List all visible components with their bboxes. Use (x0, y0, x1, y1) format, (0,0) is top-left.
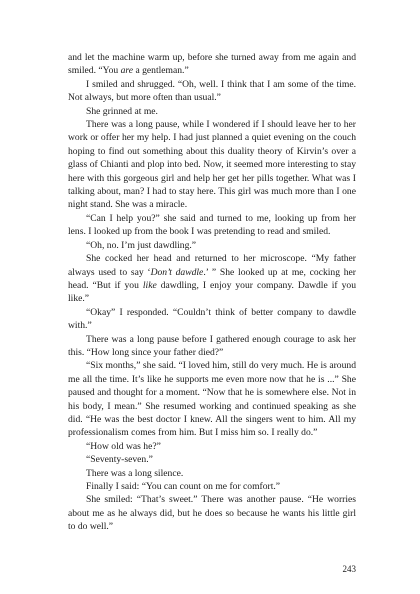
text-run: She cocked her head and returned to her microscope. “My father always used to say ‘ (68, 253, 356, 278)
paragraph (68, 51, 356, 78)
text-run: a gentleman.” (133, 65, 189, 77)
paragraph (68, 440, 356, 453)
text-run: “Oh, no. I’m just dawdling.” (86, 239, 197, 251)
paragraph (68, 467, 356, 480)
text-run: “Seventy-seven.” (86, 454, 153, 466)
paragraph (68, 453, 356, 466)
emphasis-text: like (142, 279, 157, 291)
emphasis-text: are (120, 65, 134, 77)
text-run: There was a long pause, while I wondered if I should leave her to her work or offer her my help. I had just planned a quiet evening on the couch hoping to find out something about this duality theory of Kirvin’s over a glass of Chianti and plop into bed. Now, it seemed more interesting to stay here with this gorgeous girl and help her get her pills together. What was I talking about, man? I had to stay here. This girl was much more than I one night stand. She was a miracle. (68, 119, 356, 211)
paragraph (68, 306, 356, 333)
paragraph (68, 493, 356, 533)
text-run: She grinned at me. (86, 105, 158, 117)
paragraph (68, 333, 356, 360)
text-run: .’ ” She looked up at me, cocking her head. “But if you (68, 266, 356, 291)
text-run: I smiled and shrugged. “Oh, well. I think that I am some of the time. Not always, but more often than usual.” (68, 78, 356, 104)
paragraph (68, 239, 356, 252)
paragraph (68, 78, 356, 105)
text-run: and let the machine warm up, before she turned away from me again and smiled. “You (68, 52, 356, 77)
paragraph (68, 105, 356, 118)
paragraph (68, 480, 356, 493)
page-number: 243 (342, 564, 356, 574)
text-run: She smiled: “That’s sweet.” There was another pause. “He worries about me as he always did, but he does so because he wants his little girl to do well.” (68, 494, 356, 533)
text-run: dawdling, I enjoy your company. Dawdle if you like.” (68, 279, 356, 305)
text-run: “How old was he?” (86, 440, 161, 452)
paragraph (68, 359, 356, 439)
paragraph (68, 212, 356, 239)
text-run: There was a long silence. (86, 467, 184, 479)
text-run: There was a long pause before I gathered enough courage to ask her this. “How long since your father died?” (68, 333, 356, 358)
paragraph (68, 118, 356, 212)
text-run: “Can I help you?” she said and turned to me, looking up from her lens. I looked up from the book I was pretending to read and smiled. (68, 212, 356, 238)
text-run: Finally I said: “You can count on me for comfort.” (86, 481, 281, 492)
paragraph (68, 252, 356, 306)
emphasis-text: Don’t dawdle (150, 266, 204, 278)
text-run: “Six months,” she said. “I loved him, still do very much. He is around me all the time. It’s like he supports me even more now that he is ...” She paused and thought for a moment. “Now that he is somewhere else. Not in his body, I mean.” She resumed working and continued speaking as she did. “He was the best doctor I knew. All the singers went to him. All my professionalism comes from him. But I miss him so. I really do.” (68, 360, 356, 439)
text-run: “Okay” I responded. “Couldn’t think of better company to dawdle with.” (68, 306, 356, 332)
book-page-body (68, 51, 356, 534)
